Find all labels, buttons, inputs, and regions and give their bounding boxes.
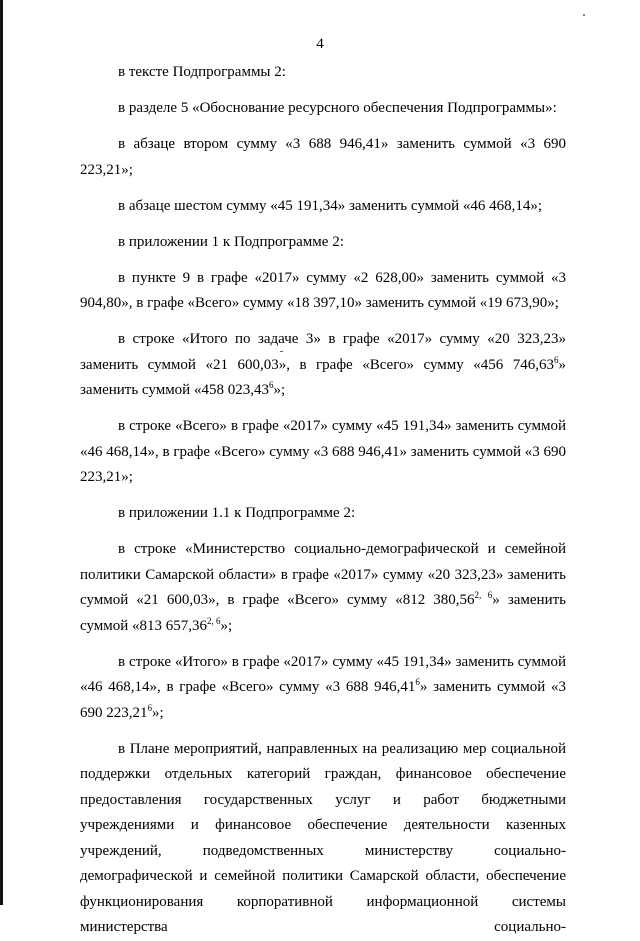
text-run: в строке «Министерство социально-демографической и семейной политики Самарской области» в графе «2017» сумму «20 323,23» заменить суммой «21 600,03», в графе «Всего» сумму «812 380,56 — [80, 541, 566, 608]
scan-edge-shadow — [0, 0, 3, 905]
text-run: в строке «Итого» в графе «2017» сумму «45 191,34» заменить суммой «46 468,14», в графе «Всего» сумму «3 688 946,41 — [80, 653, 566, 695]
text-run: в тексте Подпрограммы 2: — [118, 64, 286, 80]
text-run: »; — [273, 382, 286, 398]
paragraph-p11 — [80, 650, 566, 727]
paragraph-p2 — [80, 96, 566, 122]
text-run: в приложении 1.1 к Подпрограмме 2: — [118, 505, 356, 521]
text-run: в абзаце шестом сумму «45 191,34» заменить суммой «46 468,14»; — [118, 197, 543, 214]
paragraph-p5 — [80, 230, 566, 256]
text-run: в строке «Итого по задаче 3» в графе «2017» сумму «20 323,23» заменить суммой «21 600,03», в графе «Всего» сумму «456 746,63 — [80, 331, 566, 373]
text-run: в разделе 5 «Обоснование ресурсного обеспечения Подпрограммы»: — [118, 100, 557, 116]
text-run: »; — [220, 617, 233, 634]
text-run: в пункте 9 в графе «2017» сумму «2 628,00» заменить суммой «3 904,80», в графе «Всего» сумму «18 397,10» заменить суммой «19 673,90»; — [80, 269, 566, 311]
paragraph-p12 — [80, 737, 566, 941]
paragraph-p4 — [80, 194, 566, 220]
paragraph-p10 — [80, 537, 566, 639]
paragraph-p3 — [80, 132, 566, 183]
page-number: 4 — [316, 36, 324, 52]
paragraph-p6 — [80, 266, 566, 317]
text-run: в строке «Всего» в графе «2017» сумму «45 191,34» заменить суммой «46 468,14», в графе «Всего» сумму «3 688 946,41» заменить суммой «3 690 223,21»; — [80, 418, 567, 485]
footnote-marker: 6 — [415, 677, 420, 687]
text-run: в Плане мероприятий, направленных на реализацию мер социальной поддержки отдельных категорий граждан, финансовое обеспечение предоставления государственных услуг и работ бюджетными учреждениями и финансовое обеспечение деятельности казенных учреждений, подведомственных министерству социально-демографической и семейной политики Самарской области, обеспечение функционирования корпоративной информационной системы министерства социально- — [80, 740, 566, 935]
paragraph-p8 — [80, 414, 566, 491]
text-run: » заменить суммой «458 023,43 — [80, 356, 566, 398]
scan-speck — [583, 14, 585, 16]
text-run: »; — [152, 704, 164, 721]
paragraph-p9 — [80, 501, 566, 527]
footnote-marker: 2, 6 — [474, 590, 493, 600]
document-body — [80, 60, 566, 941]
footnote-marker: 6 — [554, 354, 559, 365]
footnote-marker: 2, 6 — [207, 615, 221, 626]
text-run: » заменить суммой «813 657,36 — [80, 592, 567, 634]
paragraph-p1 — [80, 60, 566, 86]
text-run: в приложении 1 к Подпрограмме 2: — [118, 233, 344, 250]
text-run: в абзаце втором сумму «3 688 946,41» заменить суммой «3 690 223,21»; — [80, 136, 566, 178]
text-run: » заменить суммой «3 690 223,21 — [80, 679, 566, 721]
footnote-marker: 6 — [268, 380, 274, 390]
footnote-marker: 6 — [147, 702, 152, 713]
paragraph-p7 — [80, 327, 566, 404]
